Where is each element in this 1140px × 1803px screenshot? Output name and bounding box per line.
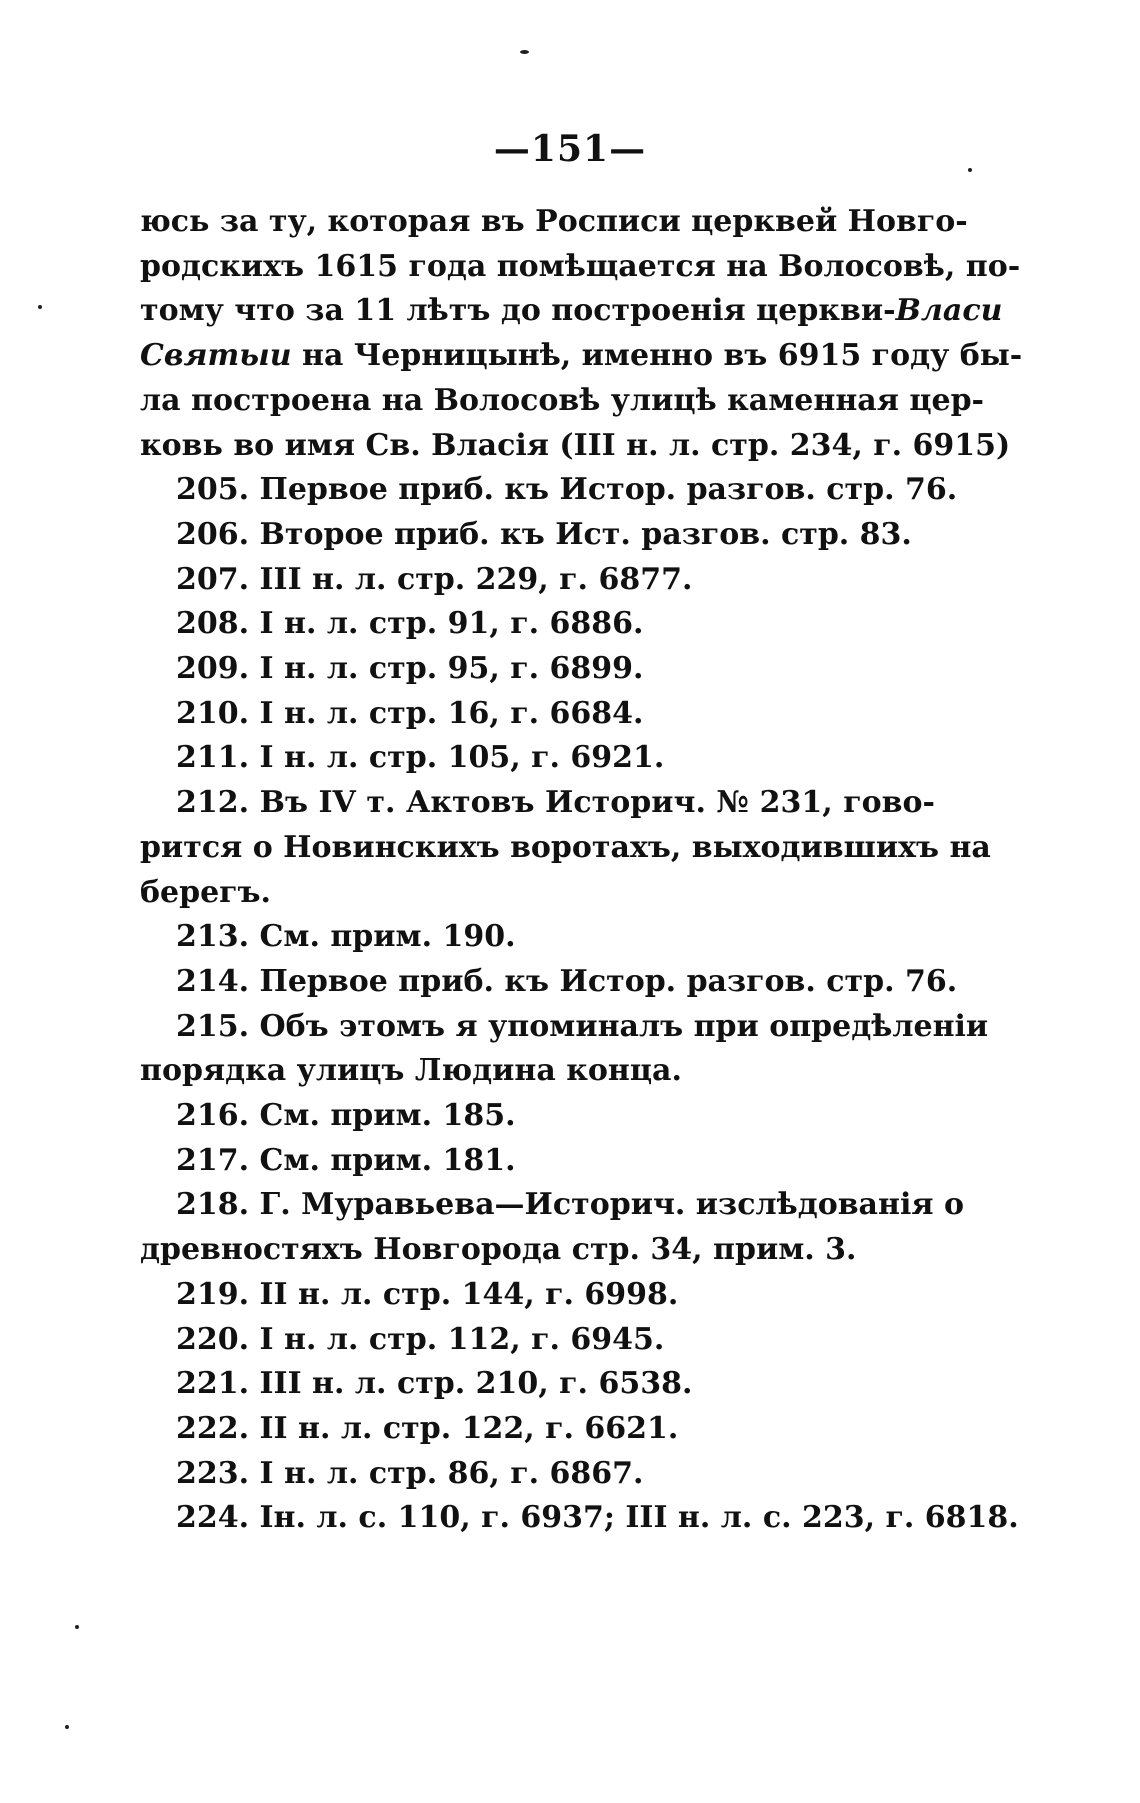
note-206: 206. Второе приб. къ Ист. разгов. стр. 83. [176, 516, 912, 552]
note-217: 217. См. прим. 181. [176, 1142, 516, 1178]
opening-line-3 [140, 289, 1003, 334]
opening-line-6: ковь во имя Св. Власія (III н. л. стр. 234, г. 6915) [140, 427, 1011, 463]
note-222: 222. II н. л. стр. 122, г. 6621. [176, 1410, 679, 1446]
opening-line-4-text: на Черницынѣ, именно въ 6915 году бы- [291, 338, 1023, 374]
note-216: 216. См. прим. 185. [176, 1098, 516, 1134]
note-224: 224. Iн. л. с. 110, г. 6937; III н. л. с. 223, г. 6818. [176, 1500, 1019, 1536]
note-213: 213. См. прим. 190. [176, 919, 516, 955]
note-210: 210. I н. л. стр. 16, г. 6684. [176, 695, 644, 731]
opening-line-3-italic: Власи [895, 293, 1003, 329]
note-205: 205. Первое приб. къ Истор. разгов. стр. 76. [176, 472, 958, 508]
opening-line-4-italic: Святыи [140, 338, 292, 374]
opening-line-2: родскихъ 1615 года помѣщается на Волосовѣ, по- [140, 248, 1021, 284]
scan-speck [38, 305, 42, 309]
note-212-line-1: 212. Въ IV т. Актовъ Историч. № 231, гово- [176, 785, 935, 821]
opening-line-3-text: тому что за 11 лѣтъ до построенія церкви- [140, 293, 896, 329]
note-215-line-1: 215. Объ этомъ я упоминалъ при опредѣленіи [176, 1008, 989, 1044]
note-215-line-2: порядка улицъ Людина конца. [140, 1053, 682, 1089]
note-220: 220. I н. л. стр. 112, г. 6945. [176, 1321, 665, 1357]
scan-speck [75, 1625, 79, 1629]
note-221: 221. III н. л. стр. 210, г. 6538. [176, 1366, 693, 1402]
page-body [140, 200, 1023, 1541]
note-212-line-3: берегъ. [140, 874, 272, 910]
opening-line-1: юсь за ту, которая въ Росписи церквей Новго- [140, 204, 968, 239]
note-207: 207. III н. л. стр. 229, г. 6877. [176, 561, 693, 597]
note-218-line-2: древностяхъ Новгорода стр. 34, прим. 3. [140, 1232, 857, 1268]
scan-speck [520, 50, 529, 54]
page-number: —151— [493, 128, 647, 170]
scan-speck [65, 1725, 69, 1729]
note-223: 223. I н. л. стр. 86, г. 6867. [176, 1455, 644, 1491]
note-211: 211. I н. л. стр. 105, г. 6921. [176, 740, 665, 776]
opening-line-4 [140, 334, 1023, 379]
opening-line-5: ла построена на Волосовѣ улицѣ каменная цер- [140, 382, 984, 418]
scan-speck [968, 168, 972, 172]
note-212-line-2: рится о Новинскихъ воротахъ, выходившихъ на [140, 829, 991, 865]
note-209: 209. I н. л. стр. 95, г. 6899. [176, 651, 644, 687]
note-208: 208. I н. л. стр. 91, г. 6886. [176, 606, 644, 642]
note-219: 219. II н. л. стр. 144, г. 6998. [176, 1276, 679, 1312]
note-214: 214. Первое приб. къ Истор. разгов. стр. 76. [176, 963, 958, 999]
note-218-line-1: 218. Г. Муравьева—Историч. изслѣдованія о [176, 1187, 964, 1223]
